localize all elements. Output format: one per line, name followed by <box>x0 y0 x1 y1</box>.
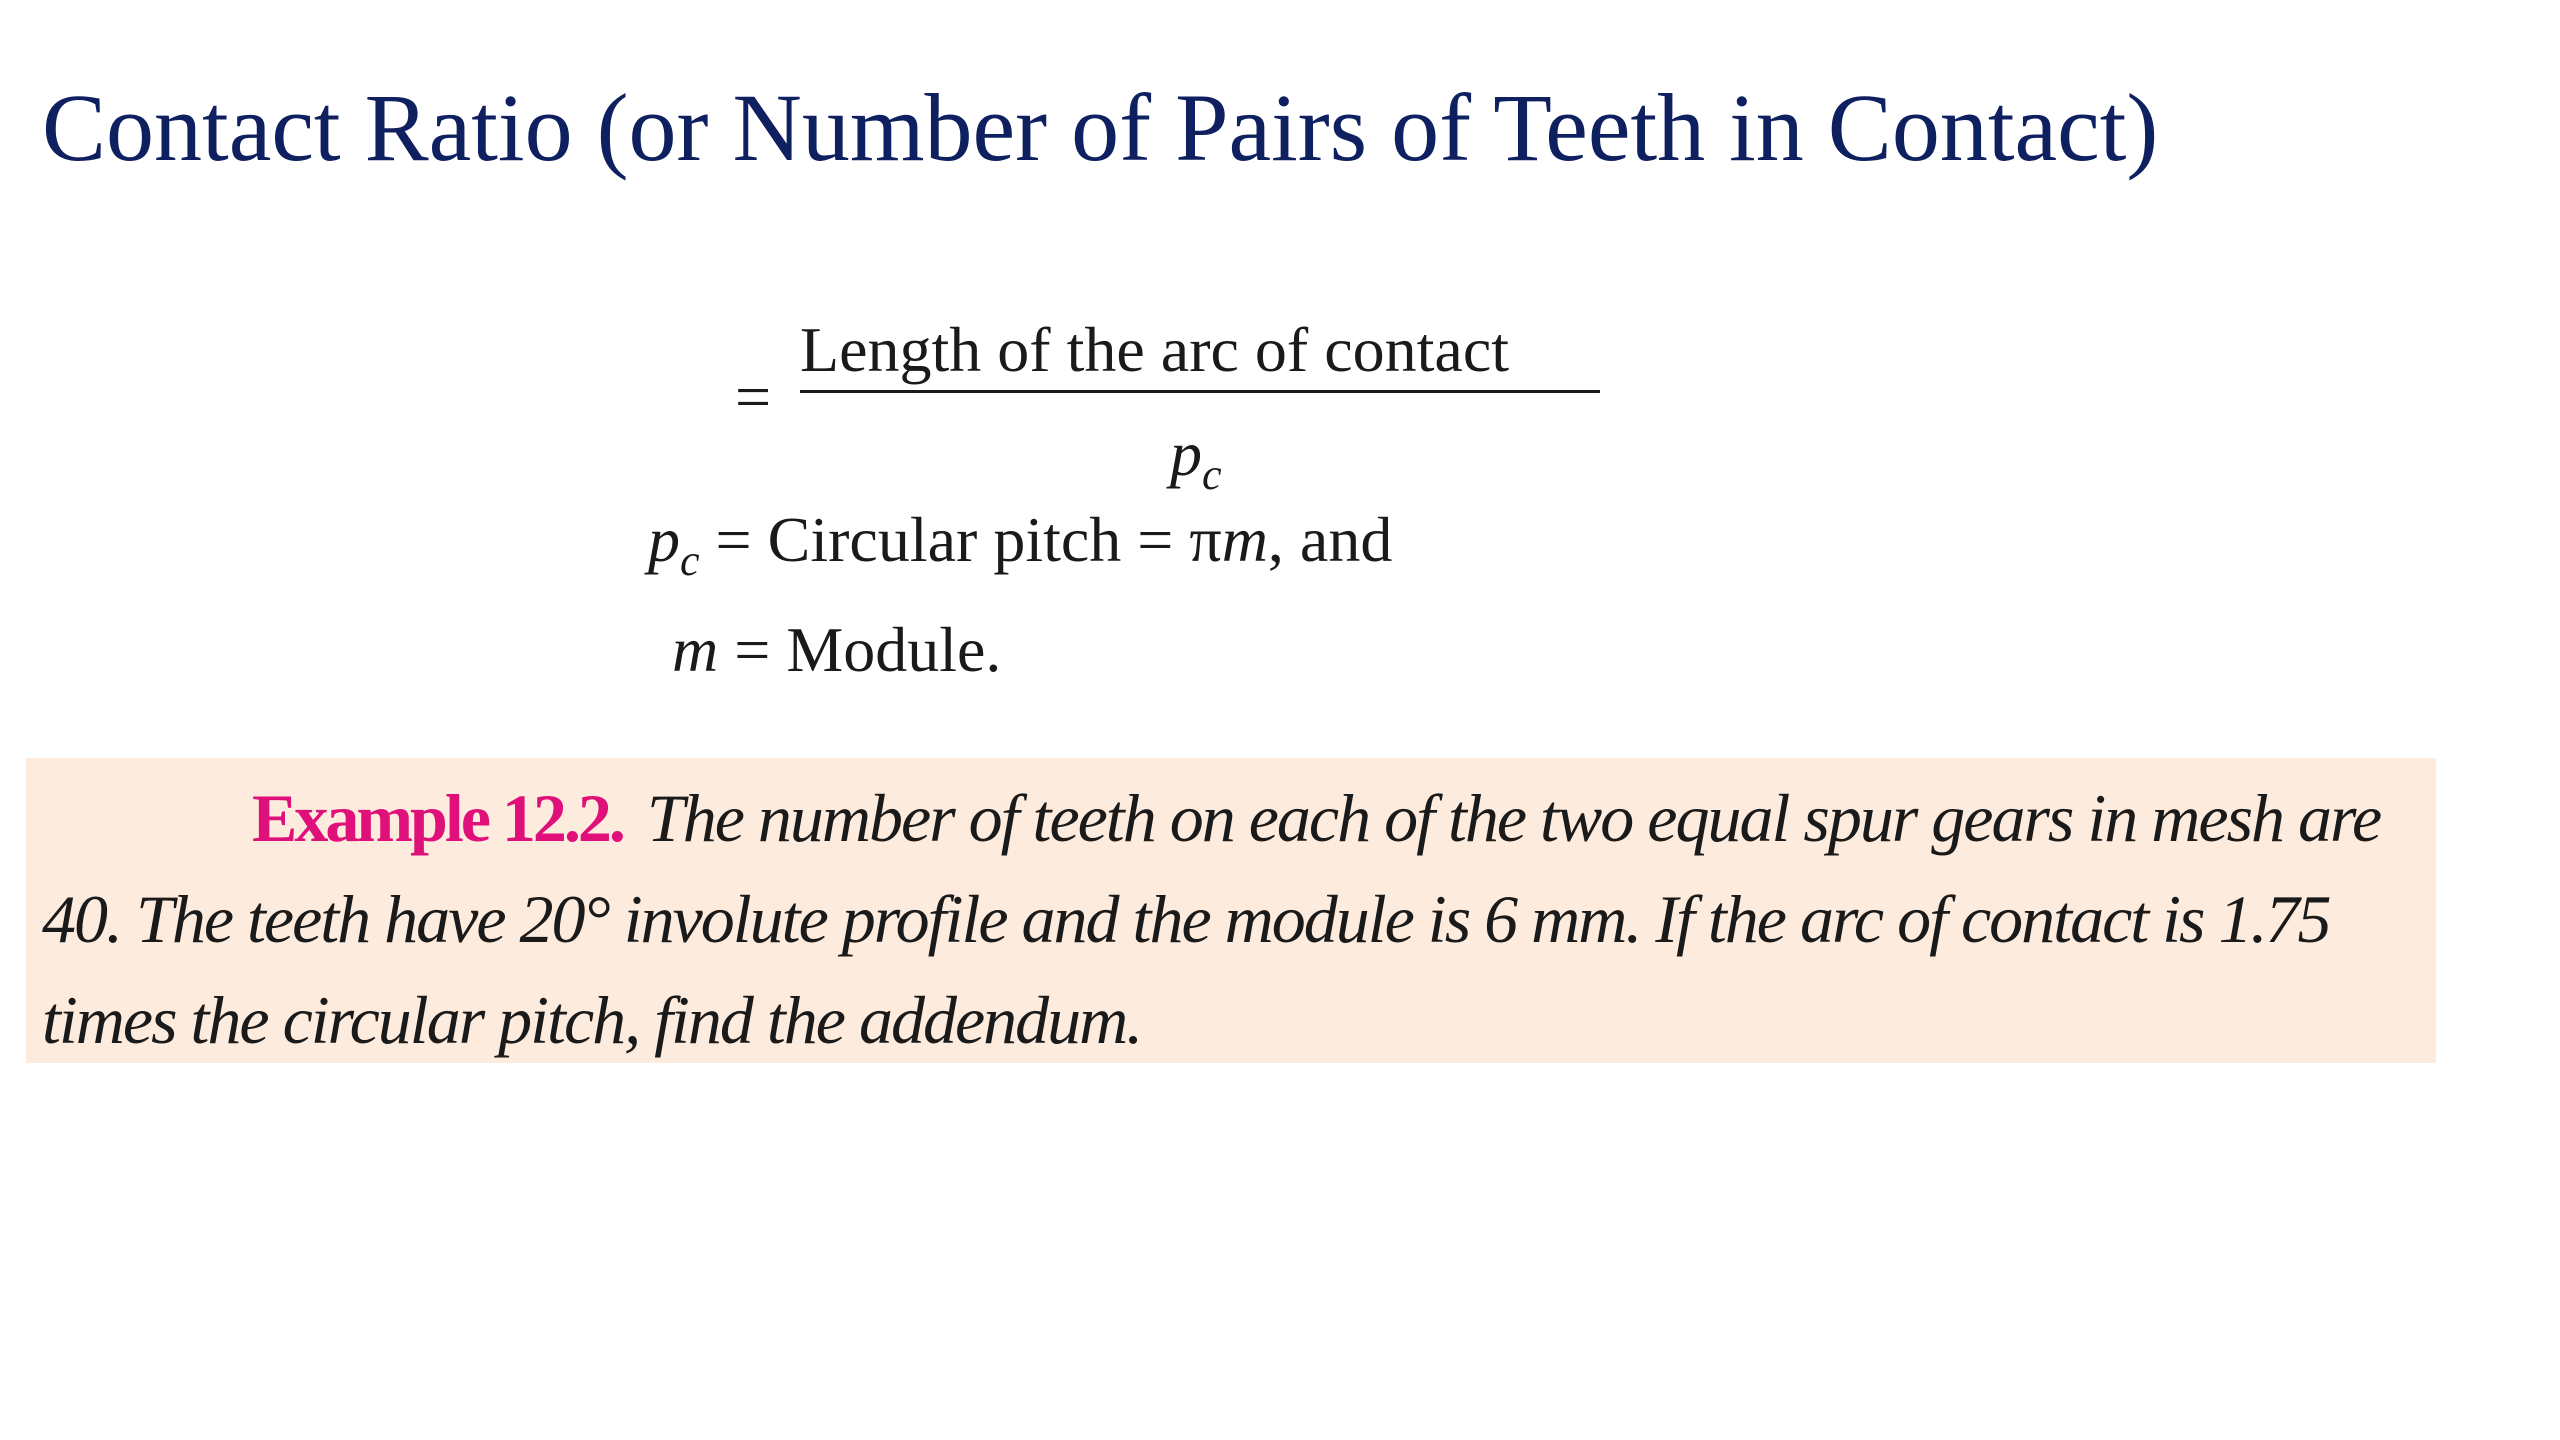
pc-subscript: c <box>680 536 700 585</box>
example-label: Example 12.2. <box>252 780 623 856</box>
pc-symbol: p <box>648 504 680 575</box>
pc-module-variable: m <box>1221 504 1268 575</box>
example-box <box>26 758 2436 1063</box>
definition-module <box>672 614 1002 685</box>
formula-numerator: Length of the arc of contact <box>800 314 1509 385</box>
m-symbol: m <box>672 614 719 685</box>
example-problem-text: The number of teeth on each of the two equal spur gears in mesh are 40. The teeth have 20° involute profile and the module is 6 mm. If the arc of contact is 1.75 times the circular pitch, find the addendum. <box>42 780 2381 1058</box>
fraction-bar <box>800 390 1600 393</box>
formula-denominator <box>1170 418 1222 499</box>
denominator-subscript: c <box>1202 450 1222 499</box>
pc-definition-text: = Circular pitch = π <box>699 504 1222 575</box>
pc-definition-suffix: , and <box>1267 504 1393 575</box>
formula-equals-sign: = <box>735 361 772 432</box>
example-paragraph <box>42 768 2432 1071</box>
slide-title: Contact Ratio (or Number of Pairs of Teeth in Contact) <box>42 74 2159 181</box>
definition-circular-pitch <box>648 504 1393 585</box>
denominator-symbol: p <box>1170 418 1202 489</box>
m-definition-text: = Module. <box>718 614 1002 685</box>
